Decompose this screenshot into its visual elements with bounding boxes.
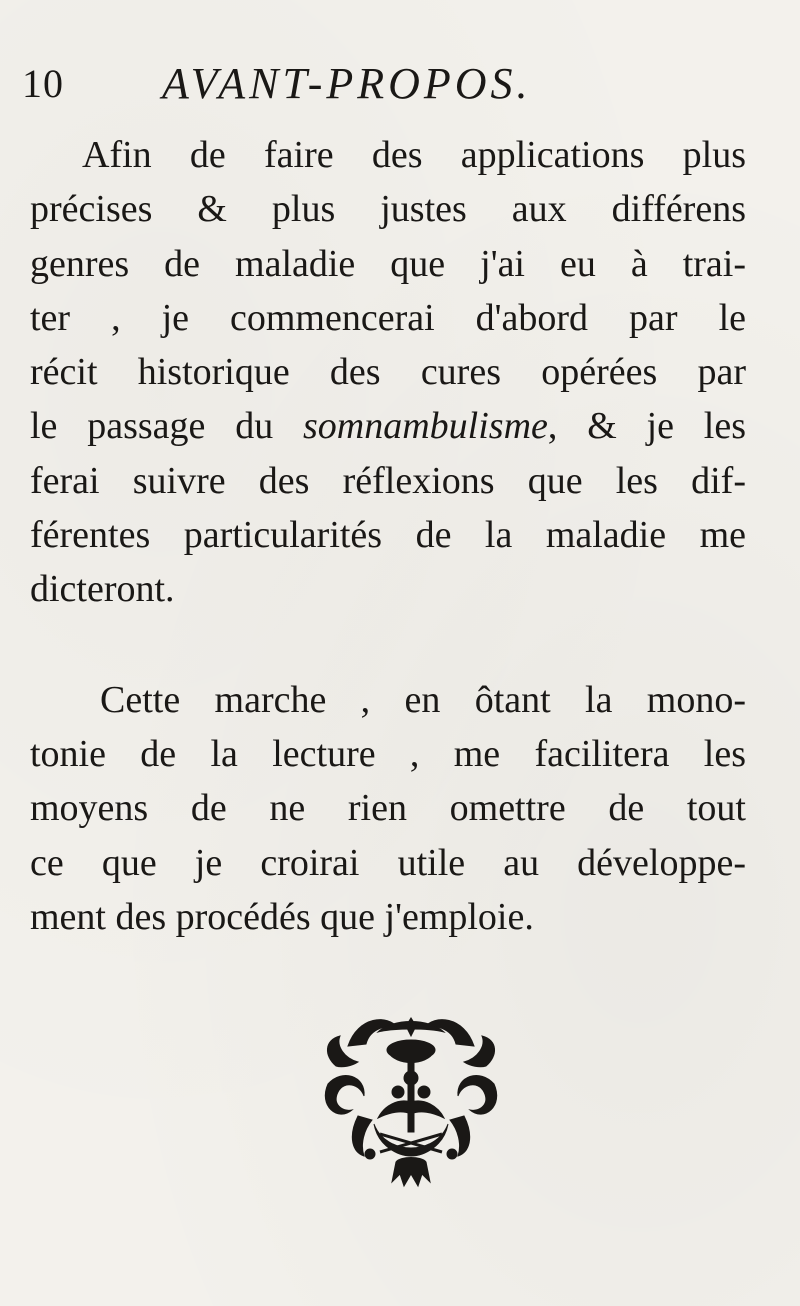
floral-tailpiece-ornament-icon xyxy=(318,1006,504,1188)
text-line: dicteront. xyxy=(30,568,175,611)
page-header xyxy=(22,54,762,110)
text-line-with-italic xyxy=(30,399,746,453)
paragraph-2 xyxy=(30,673,746,944)
text-line: genres de maladie que j'ai eu à trai- xyxy=(30,242,746,285)
body-text xyxy=(30,128,746,944)
text-line: récit historique des cures opérées par xyxy=(30,351,746,394)
paragraph-1 xyxy=(30,128,746,617)
text-fragment: , & je les xyxy=(547,405,746,448)
italic-word: somnambulisme xyxy=(303,405,548,448)
running-title: AVANT-PROPOS. xyxy=(162,59,532,108)
text-line: tonie de la lecture , me facilitera les xyxy=(30,732,746,775)
text-line: férentes particularités de la maladie me xyxy=(30,514,746,557)
text-fragment: le passage du xyxy=(30,405,303,448)
text-line: ferai suivre des réflexions que les dif- xyxy=(30,459,746,502)
text-line: ce que je croirai utile au développe- xyxy=(30,841,746,884)
text-line: ter , je commencerai d'abord par le xyxy=(30,296,746,339)
text-line: moyens de ne rien omettre de tout xyxy=(30,787,746,830)
text-line: Afin de faire des applications plus xyxy=(82,134,746,176)
text-line: précises & plus justes aux différens xyxy=(30,188,746,231)
text-line: Cette marche , en ôtant la mono- xyxy=(100,678,746,721)
page-number: 10 xyxy=(22,61,64,106)
text-line: ment des procédés que j'emploie. xyxy=(30,895,534,938)
